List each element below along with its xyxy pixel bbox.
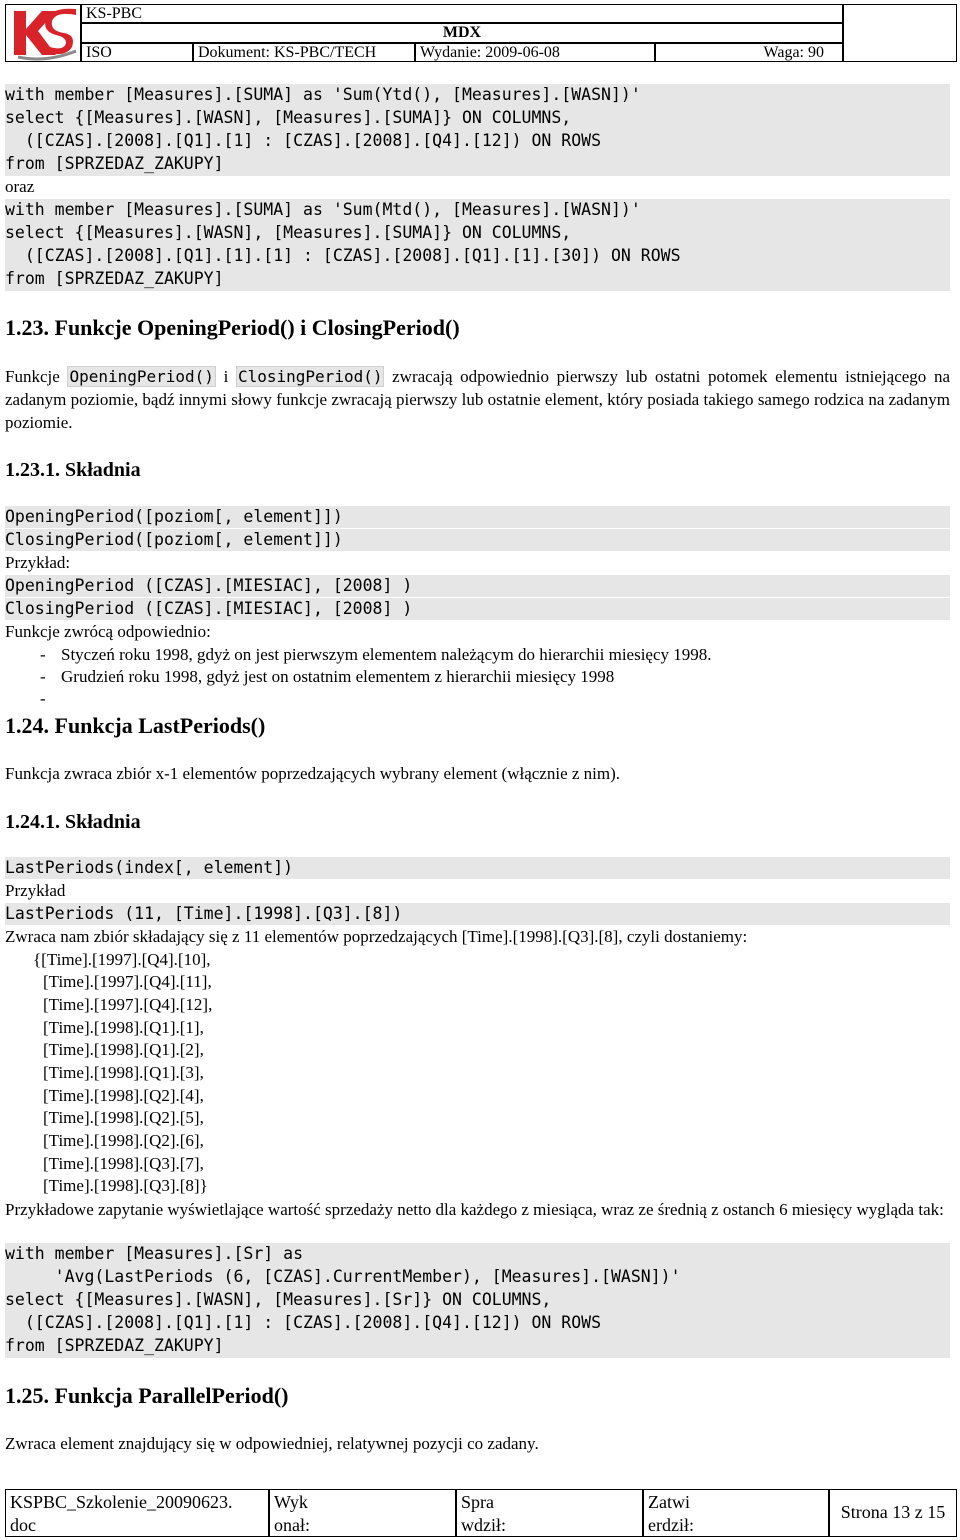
syntax-line: OpeningPeriod([poziom[, element]]) (5, 506, 950, 528)
section-description: Funkcja zwraca zbiór x-1 elementów poprzedzających wybrany element (włącznie z nim). (5, 764, 621, 783)
section-heading-1-23: 1.23. Funkcje OpeningPeriod() i ClosingPeriod() (5, 315, 460, 340)
header-edition: Wydanie: 2009-06-08 (415, 43, 655, 62)
result-set-item: {[Time].[1997].[Q4].[10], (33, 950, 211, 969)
list-item-text: Grudzień roku 1998, gdyż jest on ostatnim elementem z hierarchii miesięcy 1998 (61, 667, 615, 686)
code-line: from [SPRZEDAZ_ZAKUPY] (5, 1336, 224, 1355)
code-line: ([CZAS].[2008].[Q1].[1] : [CZAS].[2008].[Q4].[12]) ON ROWS (5, 131, 602, 150)
section-heading-1-25: 1.25. Funkcja ParallelPeriod() (5, 1383, 289, 1408)
section-description: Zwraca element znajdujący się w odpowiedniej, relatywnej pozycji co zadany. (5, 1434, 539, 1453)
result-set-item: [Time].[1998].[Q2].[6], (43, 1131, 204, 1150)
footer-author (269, 1489, 456, 1537)
inline-code: ClosingPeriod() (237, 367, 383, 386)
footer-label-line: Spra (461, 1492, 494, 1512)
header-company: KS-PBC (81, 4, 843, 23)
query-intro: Przykładowe zapytanie wyświetlające wartość sprzedaży netto dla każdego z miesiąca, wraz ze średnią z ostanch 6 miesięcy wygląda tak: (5, 1200, 944, 1219)
page-footer (5, 1489, 957, 1537)
footer-label-line: erdził: (648, 1515, 694, 1535)
syntax-line: LastPeriods(index[, element]) (5, 857, 950, 879)
footer-filename (5, 1489, 269, 1537)
subsection-heading-1-23-1: 1.23.1. Składnia (5, 459, 141, 481)
result-set-item: [Time].[1998].[Q3].[7], (43, 1154, 204, 1173)
footer-approver (643, 1489, 829, 1537)
footer-filename-line: doc (10, 1515, 36, 1535)
footer-filename-line: KSPBC_Szkolenie_20090623. (10, 1492, 233, 1512)
result-set-item: [Time].[1998].[Q1].[2], (43, 1040, 204, 1059)
code-line: from [SPRZEDAZ_ZAKUPY] (5, 154, 224, 173)
code-line: with member [Measures].[SUMA] as 'Sum(Ytd(), [Measures].[WASN])' (5, 85, 641, 104)
code-line: ([CZAS].[2008].[Q1].[1].[1] : [CZAS].[2008].[Q1].[1].[30]) ON ROWS (5, 246, 681, 265)
result-set-item: [Time].[1998].[Q1].[3], (43, 1063, 204, 1082)
text-fragment: Funkcje (5, 367, 68, 386)
code-line: select {[Measures].[WASN], [Measures].[SUMA]} ON COLUMNS, (5, 223, 572, 242)
result-intro: Funkcje zwrócą odpowiednio: (5, 622, 211, 641)
footer-checker (456, 1489, 643, 1537)
bullet-dash: - (40, 645, 46, 664)
result-set-item: [Time].[1998].[Q2].[4], (43, 1086, 204, 1105)
text-fragment: zwracają odpowiednio pierwszy lub ostatni potomek elementu istniejącego na zadanym poziomie, bądź innymi słowy funkcje zwracają pierwszy lub ostatnie element, który posiada takiego samego rodzica na zadanym poziomie. (5, 367, 950, 432)
example-label: Przykład (5, 881, 66, 900)
result-set-item: [Time].[1998].[Q3].[8]} (43, 1176, 208, 1195)
bullet-dash: - (40, 689, 46, 708)
code-line: ([CZAS].[2008].[Q1].[1] : [CZAS].[2008].[Q4].[12]) ON ROWS (5, 1313, 602, 1332)
result-set-item: [Time].[1997].[Q4].[11], (43, 972, 212, 991)
example-line: OpeningPeriod ([CZAS].[MIESIAC], [2008] ) (5, 575, 950, 597)
code-line: from [SPRZEDAZ_ZAKUPY] (5, 269, 224, 288)
paragraph-opening-closing (5, 365, 950, 434)
header-iso: ISO (81, 43, 193, 62)
example-line: LastPeriods (11, [Time].[1998].[Q3].[8]) (5, 903, 950, 925)
bullet-dash: - (40, 667, 46, 686)
footer-label-line: Wyk (274, 1492, 308, 1512)
footer-label-line: onał: (274, 1515, 310, 1535)
list-item (40, 666, 614, 688)
ks-logo-icon (6, 5, 80, 61)
header-document: Dokument: KS-PBC/TECH (193, 43, 415, 62)
section-heading-1-24: 1.24. Funkcja LastPeriods() (5, 713, 266, 738)
code-line: with member [Measures].[Sr] as (5, 1244, 304, 1263)
inline-code: OpeningPeriod() (69, 367, 214, 386)
subsection-heading-1-24-1: 1.24.1. Składnia (5, 811, 141, 833)
syntax-line: ClosingPeriod([poziom[, element]]) (5, 529, 950, 551)
result-text: Zwraca nam zbiór składający się z 11 elementów poprzedzających [Time].[1998].[Q3].[8], czyli dostaniemy: (5, 927, 748, 946)
result-set-item: [Time].[1997].[Q4].[12], (43, 995, 213, 1014)
header-weight: Waga: 90 (655, 43, 843, 62)
list-item-text: Styczeń roku 1998, gdyż on jest pierwszym elementem należącym do hierarchii miesięcy 1998. (61, 645, 712, 664)
list-item (40, 644, 712, 666)
code-line: with member [Measures].[SUMA] as 'Sum(Mtd(), [Measures].[WASN])' (5, 200, 641, 219)
list-item (40, 688, 61, 710)
code-line: select {[Measures].[WASN], [Measures].[SUMA]} ON COLUMNS, (5, 108, 572, 127)
header-empty-cell (843, 4, 957, 62)
code-line: 'Avg(LastPeriods (6, [CZAS].CurrentMember), [Measures].[WASN])' (5, 1267, 681, 1286)
footer-page-number: Strona 13 z 15 (829, 1489, 957, 1537)
footer-label-line: Zatwi (648, 1492, 690, 1512)
text-fragment: i (215, 367, 236, 386)
header-title: MDX (81, 23, 843, 43)
result-set-item: [Time].[1998].[Q1].[1], (43, 1018, 204, 1037)
example-label: Przykład: (5, 553, 71, 572)
code-line: select {[Measures].[WASN], [Measures].[Sr]} ON COLUMNS, (5, 1290, 552, 1309)
company-logo (5, 4, 81, 62)
result-set-item: [Time].[1998].[Q2].[5], (43, 1108, 204, 1127)
page-header (5, 4, 957, 62)
connector-text: oraz (5, 177, 35, 196)
example-line: ClosingPeriod ([CZAS].[MIESIAC], [2008] ) (5, 598, 950, 620)
footer-label-line: wdził: (461, 1515, 506, 1535)
